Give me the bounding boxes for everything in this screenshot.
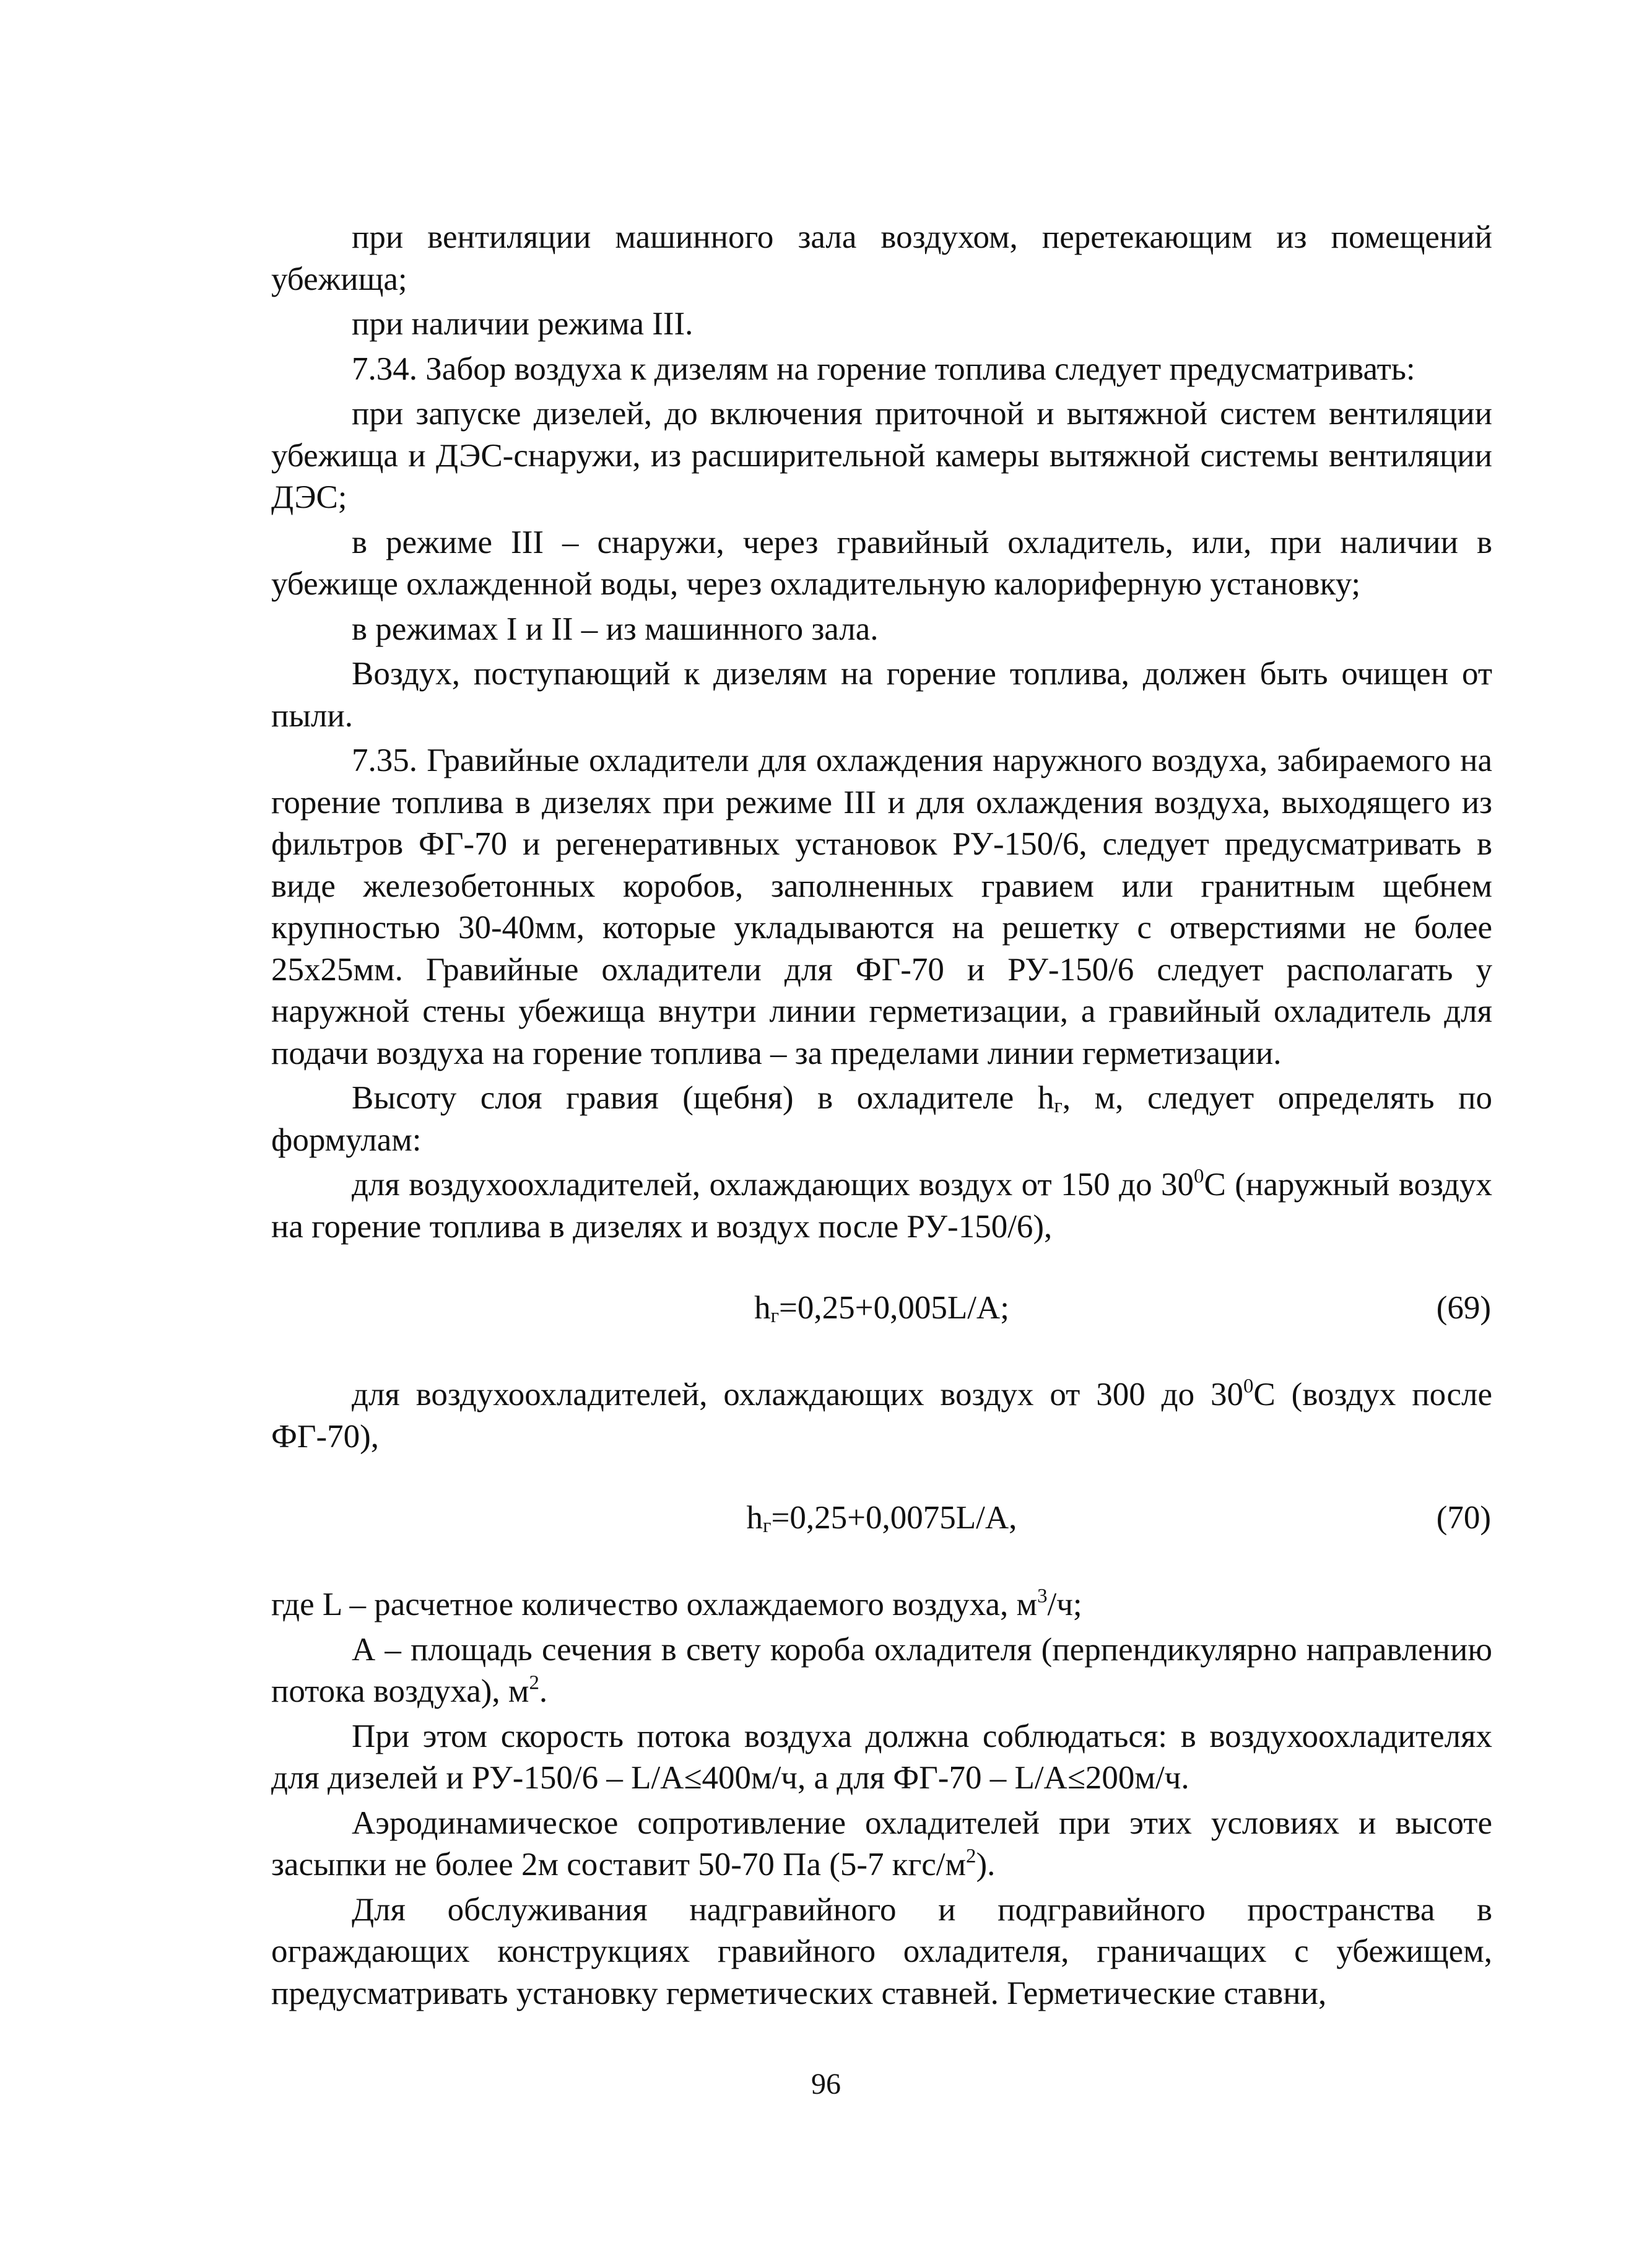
paragraph-case-2: для воздухоохладителей, охлаждающих воздух от 300 до $30^0С$ (воздух после ФГ-70),: [271, 1375, 1492, 1455]
paragraph-where-l: где L – расчетное количество охлаждаемого воздуха, $м^3/ч$;: [271, 1585, 1082, 1622]
formula-70: [271, 1485, 1492, 1553]
paragraph-flow-speed: При этом скорость потока воздуха должна соблюдаться: в воздухоохладителях для дизелей и РУ-150/6 – L/A≤400м/ч, а для ФГ-70 – L/A≤200м/ч.: [271, 1718, 1492, 1796]
paragraph-mode-iii-outside: в режиме III – снаружи, через гравийный охладитель, или, при наличии в убежище охлажденной воды, через охладительную калориферную установку;: [271, 524, 1492, 602]
paragraph-where-a: А – площадь сечения в свету короба охладителя (перпендикулярно направлению потока воздуха), $м^2$.: [271, 1631, 1492, 1709]
formula-69-expression: $h_г=0,25+0,005L/A$;: [754, 1290, 1009, 1327]
paragraph-maintenance: Для обслуживания надгравийного и подгравийного пространства в ограждающих конструкциях гравийного охладителя, граничащих с убежищем, предусматривать установку герметических ставней. Герметические ставни,: [271, 1891, 1492, 2011]
paragraph-ventilation: при вентиляции машинного зала воздухом, перетекающим из помещений убежища;: [271, 219, 1492, 297]
paragraph-dust: Воздух, поступающий к дизелям на горение топлива, должен быть очищен от пыли.: [271, 656, 1492, 734]
paragraph-aero-resistance: Аэродинамическое сопротивление охладителей при этих условиях и высоте засыпки не более 2м составит 50-70 Па (5-7 кгс/$м^2$).: [271, 1805, 1492, 1883]
paragraph-case-1: для воздухоохладителей, охлаждающих воздух от 150 до $30^0С$ (наружный воздух на горение топлива в дизелях и воздух после РУ-150/6),: [271, 1165, 1492, 1245]
paragraph-height-intro: Высоту слоя гравия (щебня) в охладителе $h_г$, м, следует определять по формулам:: [271, 1080, 1492, 1158]
formula-70-expression: $h_г=0,25+0,0075L/A$,: [746, 1500, 1017, 1537]
clause-number-7-34: 7.34.: [352, 350, 417, 387]
paragraph-7-34: 7.34. Забор воздуха к дизелям на горение топлива следует предусматривать:: [352, 350, 1415, 387]
paragraph-7-35: 7.35. Гравийные охладители для охлаждения наружного воздуха, забираемого на горение топлива в дизелях при режиме III и для охлаждения воздуха, выходящего из фильтров ФГ-70 и регенеративных установок РУ-150/6, следует предусматривать в виде железобетонных коробов, заполненных гравием или гранитным щебнем крупностью 30-40мм, которые укладываются на решетку с отверстиями не более 25х25мм. Гравийные охладители для ФГ-70 и РУ-150/6 следует располагать у наружной стены убежища внутри линии герметизации, а гравийный охладитель для подачи воздуха на горение топлива – за пределами линии герметизации.: [271, 742, 1492, 1071]
paragraph-modes-i-ii: в режимах I и II – из машинного зала.: [352, 611, 879, 647]
formula-70-number: (70): [1436, 1500, 1491, 1536]
formula-69: [271, 1275, 1492, 1343]
clause-number-7-35: 7.35.: [352, 742, 417, 778]
paragraph-mode-iii: при наличии режима III.: [352, 306, 693, 342]
formula-69-number: (69): [1436, 1290, 1491, 1326]
body-text: [271, 217, 1492, 2018]
paragraph-diesel-start: при запуске дизелей, до включения приточной и вытяжной систем вентиляции убежища и ДЭС-снаружи, из расширительной камеры вытяжной системы вентиляции ДЭС;: [271, 396, 1492, 515]
page-number: 96: [811, 2068, 841, 2101]
